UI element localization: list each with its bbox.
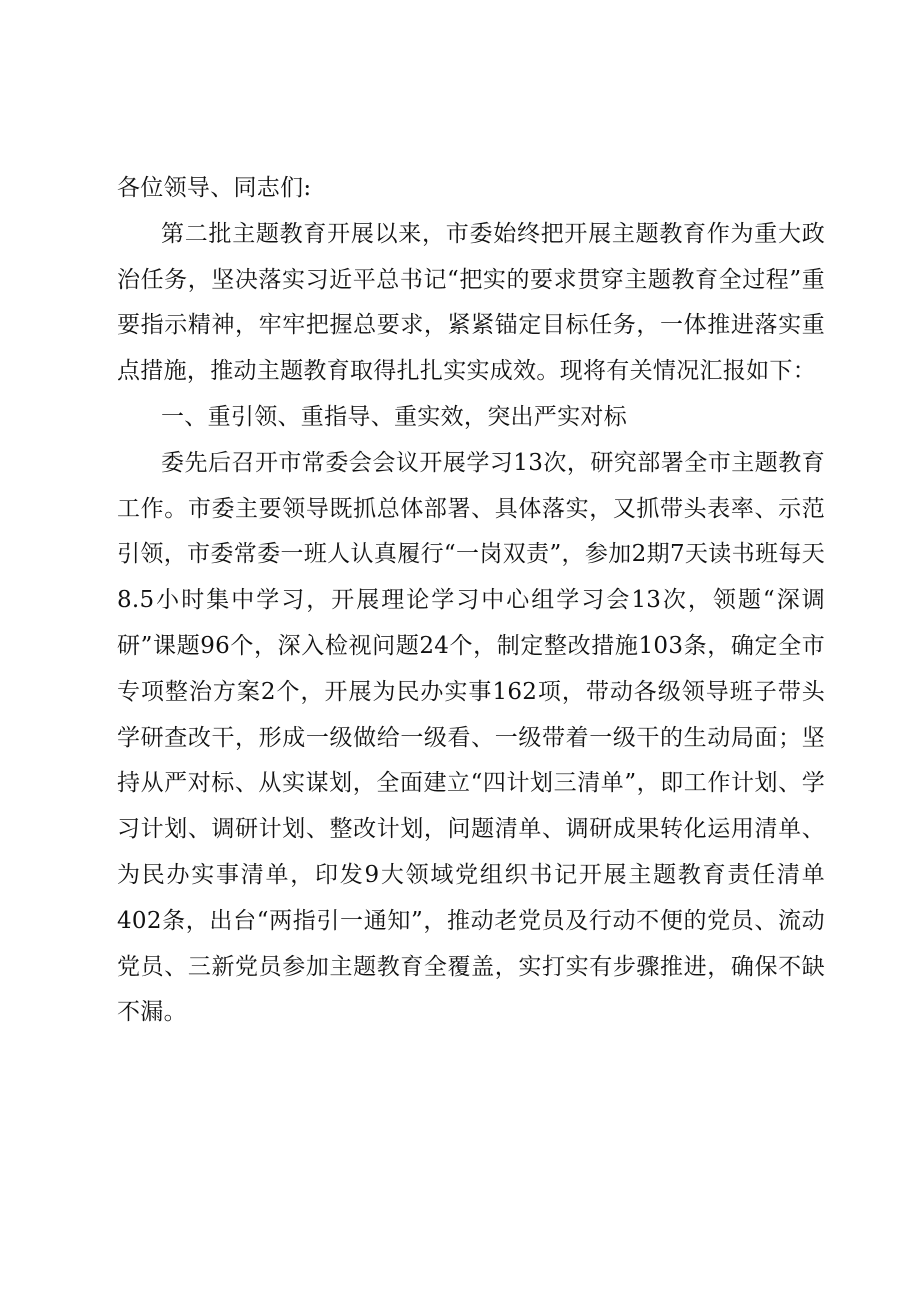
intro-paragraph: 第二批主题教育开展以来，市委始终把开展主题教育作为重大政治任务，坚决落实习近平总书记“把实的要求贯穿主题教育全过程”重要指示精神，牢牢把握总要求，紧紧锚定目标任务，一体推进落实重点措施，推动主题教育取得扎扎实实成效。现将有关情况汇报如下：	[117, 220, 825, 385]
section-heading: 一、重引领、重指导、重实效，突出严实对标	[161, 403, 627, 430]
document-body	[117, 166, 825, 1036]
salutation: 各位领导、同志们:	[117, 175, 312, 201]
section-paragraph: 委先后召开市常委会会议开展学习13次，研究部署全市主题教育工作。市委主要领导既抓总体部署、具体落实，又抓带头表率、示范引领，市委常委一班人认真履行“一岗双责”，参加2期7天读书班每天8.5小时集中学习，开展理论学习中心组学习会13次，领题“深调研”课题96个，深入检视问题24个，制定整改措施103条，确定全市专项整治方案2个，开展为民办实事162项，带动各级领导班子带头学研查改干，形成一级做给一级看、一级带着一级干的生动局面；坚持从严对标、从实谋划，全面建立“四计划三清单”，即工作计划、学习计划、调研计划、整改计划，问题清单、调研成果转化运用清单、为民办实事清单，印发9大领域党组织书记开展主题教育责任清单402条，出台“两指引一通知”，推动老党员及行动不便的党员、流动党员、三新党员参加主题教育全覆盖，实打实有步骤推进，确保不缺不漏。	[117, 449, 825, 1026]
